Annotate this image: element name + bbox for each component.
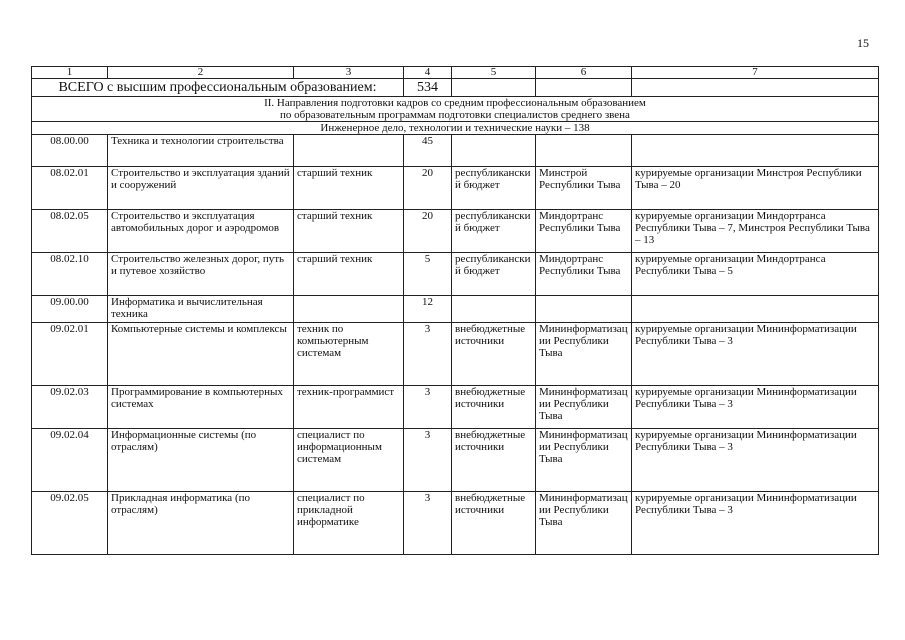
customer-cell: Минстрой Республики Тыва — [536, 167, 632, 210]
column-number-row — [32, 67, 879, 79]
qualification-cell: специалист по информационным системам — [294, 429, 404, 492]
qualification-cell — [294, 135, 404, 167]
customer-cell: Мининформатизации Республики Тыва — [536, 492, 632, 555]
code-cell: 08.02.01 — [32, 167, 108, 210]
note-cell: курируемые организации Мининформатизации Республики Тыва – 3 — [632, 386, 879, 429]
qualification-cell: старший техник — [294, 167, 404, 210]
note-cell — [632, 296, 879, 323]
count-cell: 3 — [404, 492, 452, 555]
code-cell: 08.02.10 — [32, 253, 108, 296]
funding-cell: внебюджетные источники — [452, 386, 536, 429]
count-cell: 12 — [404, 296, 452, 323]
name-cell: Информатика и вычислительная техника — [108, 296, 294, 323]
qualification-cell: старший техник — [294, 210, 404, 253]
code-cell: 09.00.00 — [32, 296, 108, 323]
column-header: 7 — [632, 67, 879, 79]
section-heading — [32, 97, 879, 122]
name-cell: Компьютерные системы и комплексы — [108, 323, 294, 386]
count-cell: 3 — [404, 386, 452, 429]
customer-cell — [536, 296, 632, 323]
note-cell: курируемые организации Миндортранса Республики Тыва – 7, Минстроя Республики Тыва – 13 — [632, 210, 879, 253]
funding-cell: республиканский бюджет — [452, 167, 536, 210]
table-row — [32, 429, 879, 492]
code-cell: 09.02.03 — [32, 386, 108, 429]
customer-cell: Миндортранс Республики Тыва — [536, 253, 632, 296]
customer-cell: Миндортранс Республики Тыва — [536, 210, 632, 253]
name-cell: Строительство и эксплуатация зданий и сооружений — [108, 167, 294, 210]
subsection-heading: Инженерное дело, технологии и технические науки – 138 — [32, 122, 879, 135]
funding-cell: республиканский бюджет — [452, 253, 536, 296]
column-header: 4 — [404, 67, 452, 79]
customer-cell: Мининформатизации Республики Тыва — [536, 323, 632, 386]
name-cell: Информационные системы (по отраслям) — [108, 429, 294, 492]
column-header: 1 — [32, 67, 108, 79]
funding-cell: внебюджетные источники — [452, 492, 536, 555]
count-cell: 5 — [404, 253, 452, 296]
table-row — [32, 135, 879, 167]
column-header: 5 — [452, 67, 536, 79]
count-cell: 20 — [404, 167, 452, 210]
table-row — [32, 167, 879, 210]
count-cell: 45 — [404, 135, 452, 167]
name-cell: Строительство и эксплуатация автомобильных дорог и аэродромов — [108, 210, 294, 253]
funding-cell: внебюджетные источники — [452, 429, 536, 492]
funding-cell — [452, 135, 536, 167]
page-number: 15 — [857, 36, 869, 50]
training-plan-table — [31, 66, 879, 555]
count-cell: 3 — [404, 429, 452, 492]
empty-cell — [536, 79, 632, 97]
note-cell: курируемые организации Мининформатизации Республики Тыва – 3 — [632, 492, 879, 555]
qualification-cell: техник-программист — [294, 386, 404, 429]
funding-cell — [452, 296, 536, 323]
code-cell: 08.02.05 — [32, 210, 108, 253]
note-cell: курируемые организации Минстроя Республики Тыва – 20 — [632, 167, 879, 210]
empty-cell — [632, 79, 879, 97]
total-label: ВСЕГО с высшим профессиональным образованием: — [32, 79, 404, 97]
note-cell: курируемые организации Мининформатизации Республики Тыва – 3 — [632, 323, 879, 386]
column-header: 2 — [108, 67, 294, 79]
code-cell: 09.02.05 — [32, 492, 108, 555]
count-cell: 3 — [404, 323, 452, 386]
column-header: 3 — [294, 67, 404, 79]
empty-cell — [452, 79, 536, 97]
code-cell: 08.00.00 — [32, 135, 108, 167]
name-cell: Прикладная информатика (по отраслям) — [108, 492, 294, 555]
customer-cell: Мининформатизации Республики Тыва — [536, 429, 632, 492]
table-row — [32, 492, 879, 555]
name-cell: Техника и технологии строительства — [108, 135, 294, 167]
qualification-cell: специалист по прикладной информатике — [294, 492, 404, 555]
total-row — [32, 79, 879, 97]
funding-cell: внебюджетные источники — [452, 323, 536, 386]
funding-cell: республиканский бюджет — [452, 210, 536, 253]
qualification-cell: старший техник — [294, 253, 404, 296]
subsection-row — [32, 122, 879, 135]
note-cell: курируемые организации Мининформатизации Республики Тыва – 3 — [632, 429, 879, 492]
name-cell: Строительство железных дорог, путь и путевое хозяйство — [108, 253, 294, 296]
qualification-cell: техник по компьютерным системам — [294, 323, 404, 386]
section-heading-line2: по образовательным программам подготовки специалистов среднего звена — [280, 109, 630, 121]
table-row — [32, 253, 879, 296]
section-heading-row — [32, 97, 879, 122]
count-cell: 20 — [404, 210, 452, 253]
table-row — [32, 323, 879, 386]
table-row — [32, 210, 879, 253]
table-row — [32, 386, 879, 429]
note-cell — [632, 135, 879, 167]
name-cell: Программирование в компьютерных системах — [108, 386, 294, 429]
customer-cell — [536, 135, 632, 167]
column-header: 6 — [536, 67, 632, 79]
total-value: 534 — [404, 79, 452, 97]
table-row — [32, 296, 879, 323]
customer-cell: Мининформатизации Республики Тыва — [536, 386, 632, 429]
code-cell: 09.02.01 — [32, 323, 108, 386]
qualification-cell — [294, 296, 404, 323]
section-heading-line1: II. Направления подготовки кадров со средним профессиональным образованием — [264, 97, 646, 109]
note-cell: курируемые организации Миндортранса Республики Тыва – 5 — [632, 253, 879, 296]
code-cell: 09.02.04 — [32, 429, 108, 492]
